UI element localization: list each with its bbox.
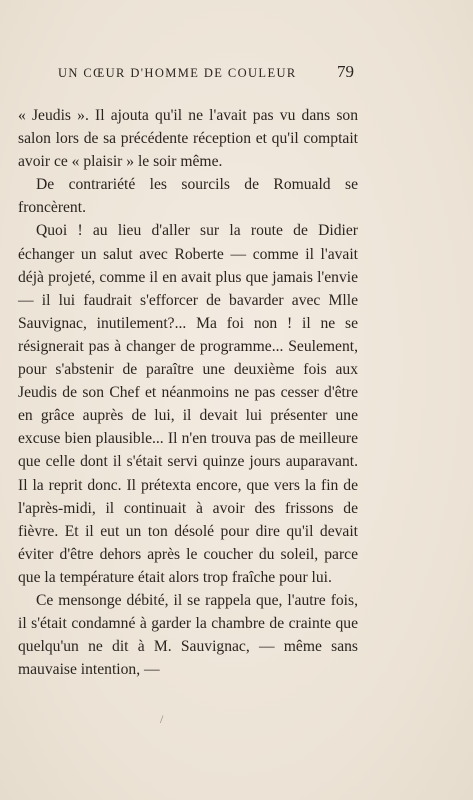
pencil-mark: / bbox=[160, 712, 164, 726]
page-number: 79 bbox=[337, 62, 354, 81]
paragraph-1: « Jeudis ». Il ajouta qu'il ne l'avait pas vu dans son salon lors de sa précédente réception et qu'il comptait avoir ce « plaisir » le soir même. bbox=[18, 107, 358, 171]
paragraph-2: De contrariété les sourcils de Romuald se froncèrent. bbox=[18, 176, 358, 217]
paragraph-3: Quoi ! au lieu d'aller sur la route de Didier échanger un salut avec Roberte — comme il l'avait déjà projeté, comme il en avait plus que jamais l'envie — il lui faudrait s'efforcer de bavarder avec Mlle Sauvignac, inutilement?... Ma foi non ! il ne se résignerait pas à changer de programme... Seulement, pour s'abstenir de paraître une deuxième fois aux Jeudis de son Chef et néanmoins ne pas cesser d'être en grâce auprès de lui, il devait lui présenter une excuse bien plausible... Il n'en trouva pas de meilleure que celle dont il s'était servi quinze jours auparavant. Il la reprit donc. Il prétexta encore, que vers la fin de l'après-midi, il continuait à avoir des frissons de fièvre. Et il eut un ton désolé pour dire qu'il devait éviter d'être dehors après le coucher du soleil, parce que la température était alors trop fraîche pour lui. bbox=[18, 222, 358, 586]
page-body bbox=[18, 104, 358, 681]
page-header bbox=[58, 62, 354, 82]
running-title: UN CŒUR D'HOMME DE COULEUR bbox=[58, 66, 297, 80]
paragraph-4: Ce mensonge débité, il se rappela que, l'autre fois, il s'était condamné à garder la chambre de crainte que quelqu'un ne dit à M. Sauvignac, — même sans mauvaise intention, — bbox=[18, 591, 358, 679]
